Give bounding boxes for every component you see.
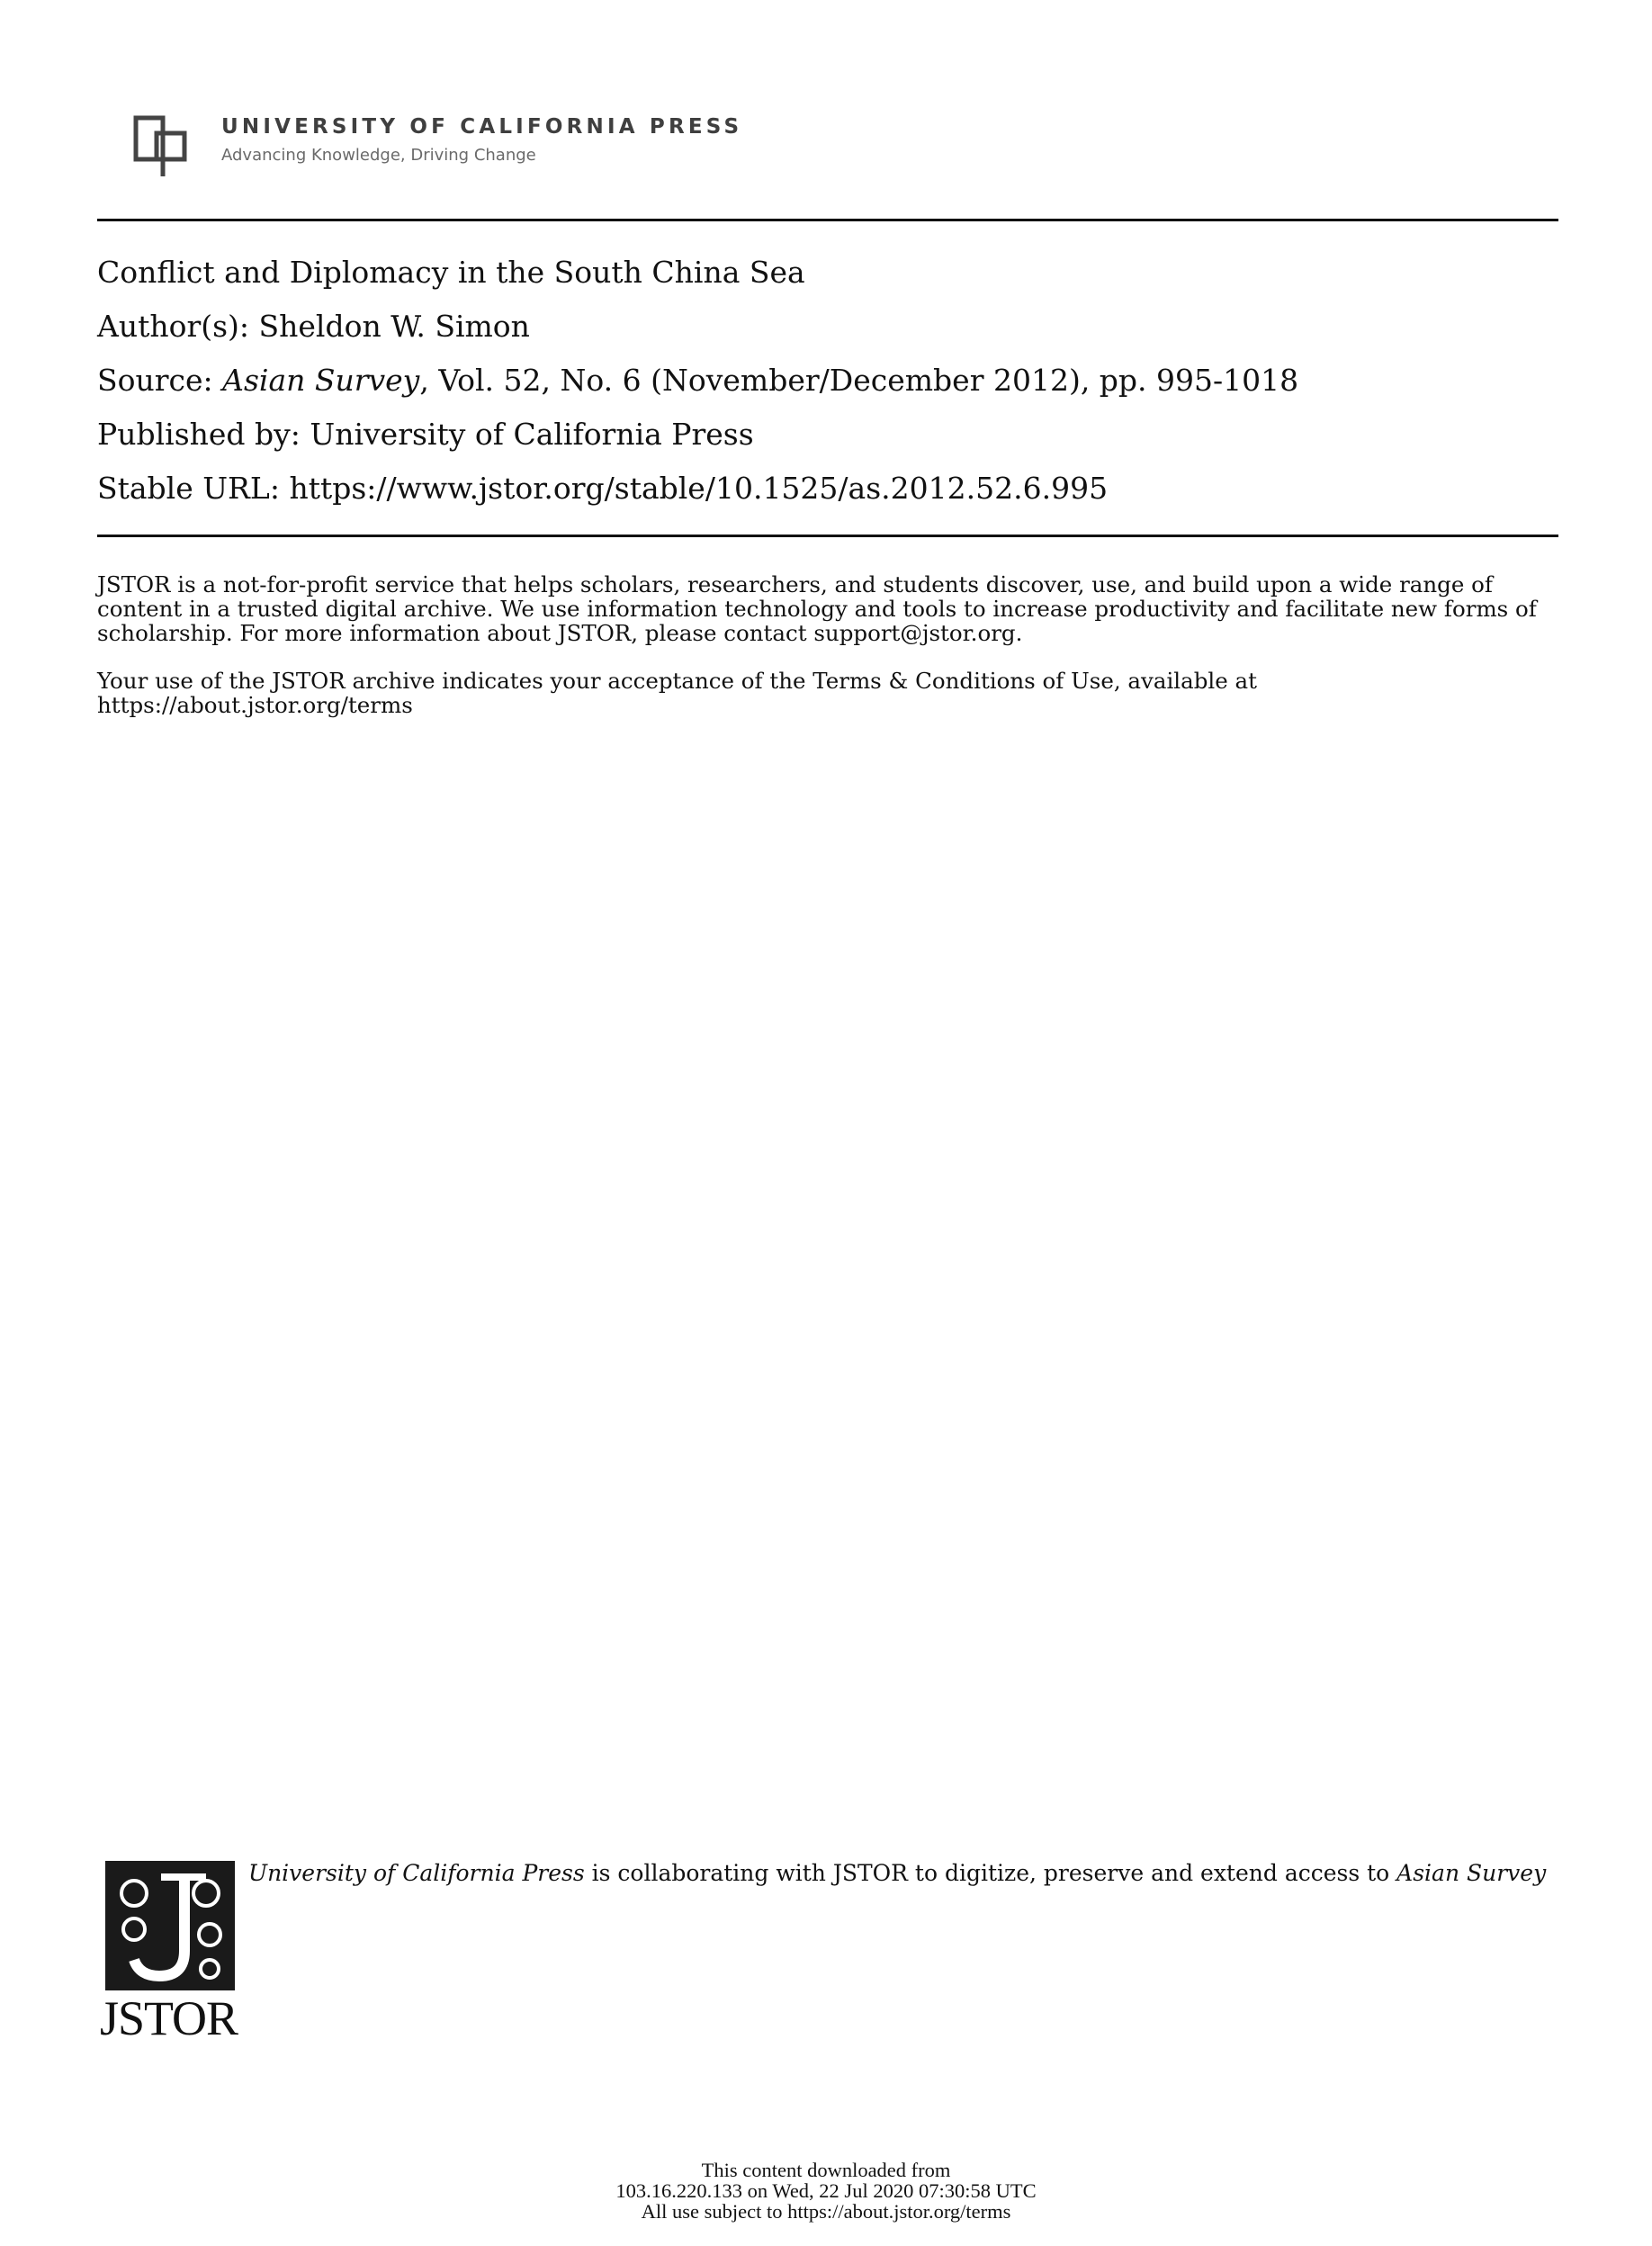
journal-name: Asian Survey xyxy=(222,363,420,398)
terms-notice xyxy=(97,669,1555,717)
jstor-wordmark: JSTOR xyxy=(100,1991,238,2045)
collab-text: is collaborating with JSTOR to digitize, preserve and extend access to xyxy=(584,1860,1397,1886)
source-line xyxy=(97,363,1298,399)
collaboration-statement xyxy=(248,1861,1562,1885)
publisher-tagline: Advancing Knowledge, Driving Change xyxy=(221,146,536,165)
author-name: Sheldon W. Simon xyxy=(258,309,530,344)
jstor-notice xyxy=(97,572,1555,645)
download-footer xyxy=(0,2160,1652,2222)
footer-line-2: 103.16.220.133 on Wed, 22 Jul 2020 07:30:58 UTC xyxy=(615,2179,1037,2202)
ucpress-logo-icon xyxy=(133,115,187,178)
terms-text: Your use of the JSTOR archive indicates your acceptance of the Terms & Conditions of Use, available at xyxy=(97,668,1258,694)
jstor-description: JSTOR is a not-for-profit service that helps scholars, researchers, and students discover, use, and build upon a wide range of content in a trusted digital archive. We use information technology and tools to increase productivity and facilitate new forms of scholarship. For more information about JSTOR, please contact support@jstor.org. xyxy=(97,571,1537,646)
stable-url-link[interactable]: https://www.jstor.org/stable/10.1525/as.2012.52.6.995 xyxy=(289,471,1109,506)
footer-line-3: All use subject to https://about.jstor.org/terms xyxy=(641,2200,1011,2223)
author-label: Author(s): xyxy=(97,309,250,344)
published-label: Published by: xyxy=(97,417,301,452)
top-divider xyxy=(97,219,1558,221)
bottom-divider xyxy=(97,535,1558,537)
publisher-line xyxy=(97,417,754,453)
author-line xyxy=(97,309,530,345)
footer-line-1: This content downloaded from xyxy=(701,2159,951,2181)
stable-url-label: Stable URL: xyxy=(97,471,280,506)
terms-link[interactable]: https://about.jstor.org/terms xyxy=(97,692,413,718)
source-label: Source: xyxy=(97,363,213,398)
publisher-name: UNIVERSITY OF CALIFORNIA PRESS xyxy=(221,115,743,139)
collab-journal: Asian Survey xyxy=(1396,1860,1547,1886)
source-details: , Vol. 52, No. 6 (November/December 2012), pp. 995-1018 xyxy=(419,363,1299,398)
collab-publisher: University of California Press xyxy=(248,1860,585,1886)
article-title: Conflict and Diplomacy in the South China Sea xyxy=(97,255,805,290)
jstor-emblem-icon xyxy=(105,1861,235,1990)
published-by: University of California Press xyxy=(310,417,754,452)
stable-url-line xyxy=(97,471,1108,507)
